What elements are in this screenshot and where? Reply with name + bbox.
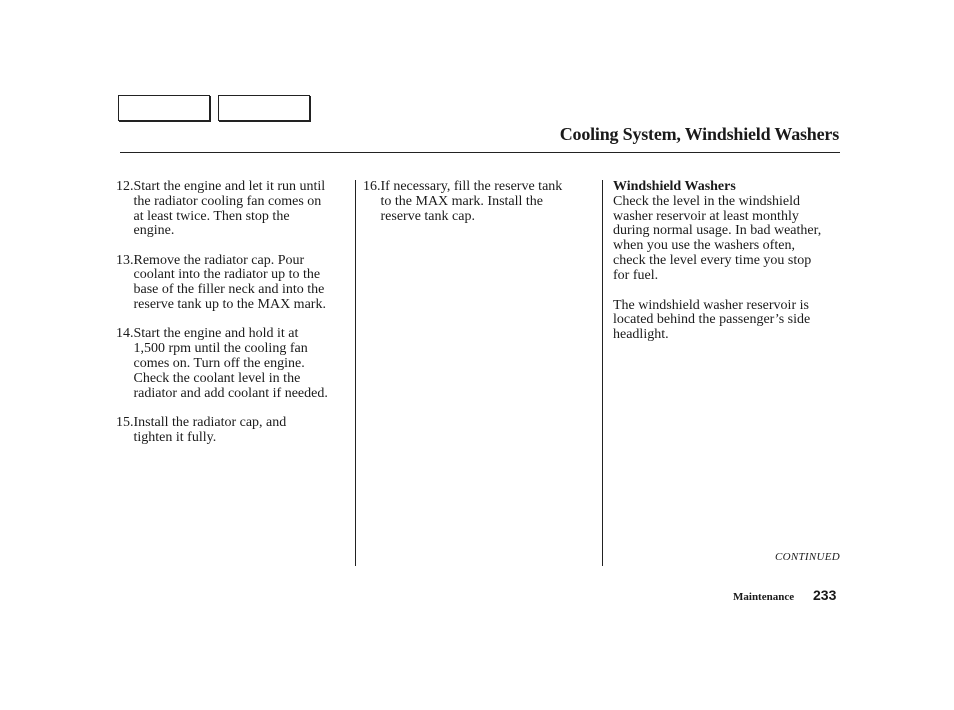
step-text: Remove the radiator cap. Pour coolant into the radiator up to the base of the filler neck and into the reserve tank up to the MAX mark.	[133, 252, 326, 313]
step-text: Start the engine and hold it at 1,500 rpm until the cooling fan comes on. Turn off the engine. Check the coolant level in the radiator and add coolant if needed.	[133, 326, 328, 401]
column-middle	[363, 180, 595, 239]
step-number: 16.	[363, 179, 381, 194]
step-text: Start the engine and let it run until the radiator cooling fan comes on at least twice. Then stop the engine.	[133, 179, 326, 239]
column-left	[116, 180, 348, 460]
step-text: Install the radiator cap, and tighten it fully.	[133, 414, 287, 445]
column-divider	[602, 180, 603, 566]
step-12	[116, 180, 348, 239]
paragraph: The windshield washer reservoir is located behind the passenger’s side headlight.	[613, 297, 811, 343]
step-14	[116, 327, 348, 401]
continued-label: CONTINUED	[774, 551, 840, 563]
step-text: If necessary, fill the reserve tank to the MAX mark. Install the reserve tank cap.	[380, 179, 563, 224]
section-heading: Windshield Washers	[613, 179, 736, 194]
title-rule	[120, 152, 840, 153]
column-right	[613, 180, 845, 358]
column-divider	[355, 180, 356, 566]
step-number: 15.	[116, 414, 134, 430]
nav-tab-1[interactable]	[118, 95, 210, 121]
nav-tab-2[interactable]	[218, 95, 310, 121]
step-16	[363, 180, 595, 224]
step-number: 14.	[116, 326, 134, 342]
footer-section-name: Maintenance	[733, 591, 795, 603]
step-number: 12.	[116, 179, 134, 194]
paragraph: Check the level in the windshield washer reservoir at least monthly during normal usage. In bad weather, when you use the washers often, check the level every time you stop for fuel.	[613, 193, 822, 283]
step-15	[116, 416, 348, 446]
step-number: 13.	[116, 252, 134, 268]
step-13	[116, 254, 348, 313]
page-number: 233	[813, 587, 837, 603]
page-title: Cooling System, Windshield Washers	[559, 124, 839, 144]
